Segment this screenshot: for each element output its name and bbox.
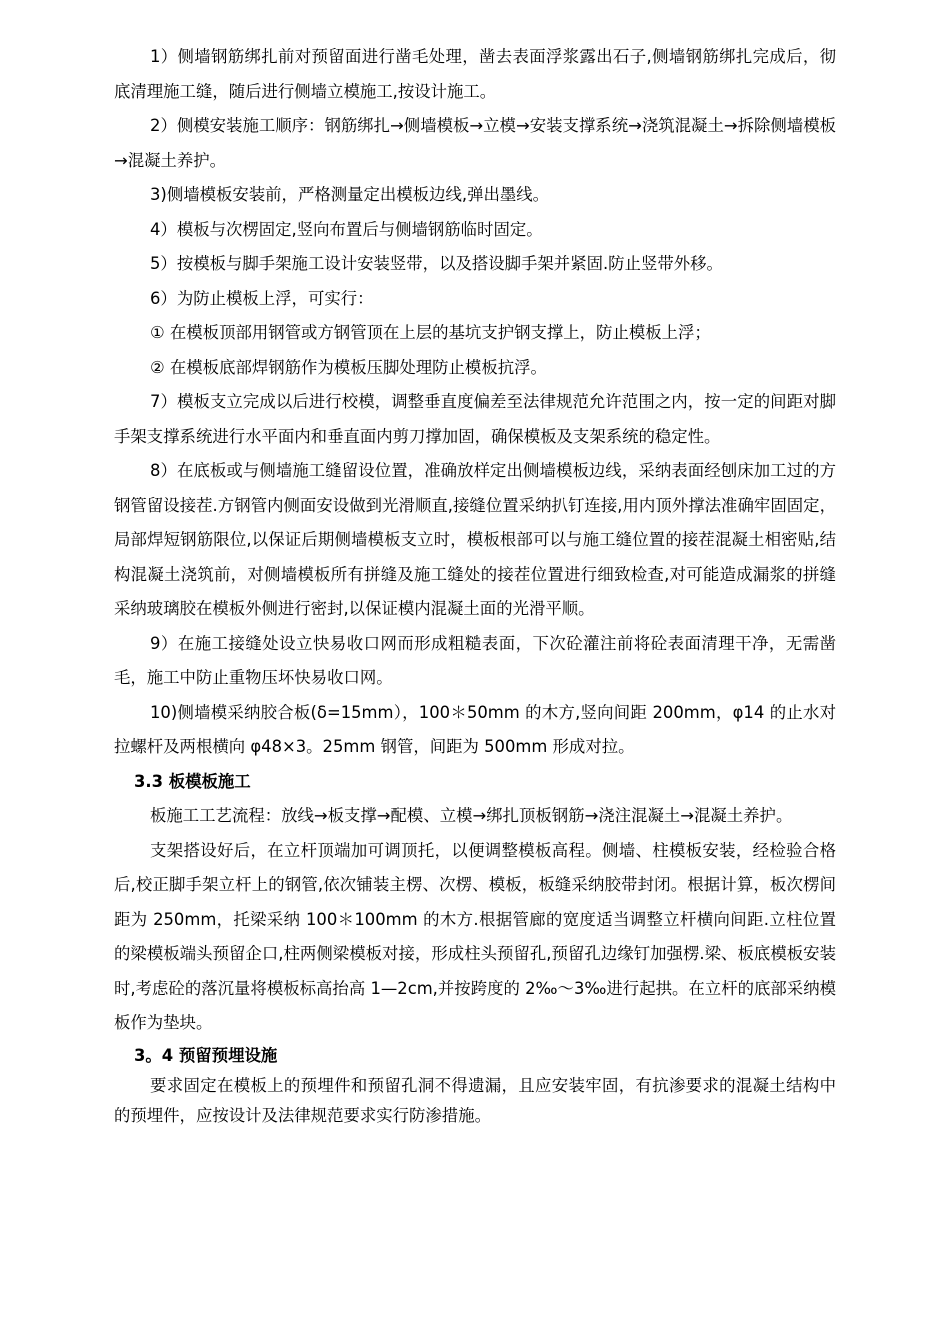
paragraph-5: 5）按模板与脚手架施工设计安装竖带，以及搭设脚手架并紧固.防止竖带外移。 xyxy=(150,254,723,273)
paragraph-6-item-1: ① 在模板顶部用钢管或方钢管顶在上层的基坑支护钢支撑上，防止模板上浮； xyxy=(150,323,711,342)
paragraph-8: 8）在底板或与侧墙施工缝留设位置，准确放样定出侧墙模板边线，采纳表面经刨床加工过的方钢管留设接茬.方钢管内侧面安设做到光滑顺直,接缝位置采纳扒钉连接,用内顶外撑法准确牢固固定，局部焊短钢筋限位,以保证后期侧墙模板支立时，模板根部可以与施工缝位置的接茬混凝土相密贴,结构混凝土浇筑前，对侧墙模板所有拼缝及施工缝处的接茬位置进行细致检查,对可能造成漏浆的拼缝采纳玻璃胶在模板外侧进行密封,以保证模内混凝土面的光滑平顺。 xyxy=(114,461,836,618)
section-3-4-paragraph-1: 要求固定在模板上的预埋件和预留孔洞不得遗漏，且应安装牢固，有抗渗要求的混凝土结构中的预埋件，应按设计及法律规范要求实行防渗措施。 xyxy=(114,1075,836,1125)
paragraph-4: 4）模板与次楞固定,竖向布置后与侧墙钢筋临时固定。 xyxy=(150,219,543,239)
paragraph-6-item-2: ② 在模板底部焊钢筋作为模板压脚处理防止模板抗浮。 xyxy=(150,357,547,377)
paragraph-3: 3)侧墙模板安装前，严格测量定出模板边线,弹出墨线。 xyxy=(150,185,550,204)
document-body xyxy=(114,40,836,1131)
paragraph-7: 7）模板支立完成以后进行校模，调整垂直度偏差至法律规范允许范围之内，按一定的间距对脚手架支撑系统进行水平面内和垂直面内剪刀撑加固，确保模板及支架系统的稳定性。 xyxy=(114,392,836,446)
section-heading-3-3: 3.3 板模板施工 xyxy=(134,771,251,791)
section-3-3-paragraph-1: 板施工工艺流程：放线→板支撑→配模、立模→绑扎顶板钢筋→浇注混凝土→混凝土养护。 xyxy=(150,806,793,825)
section-3-3-paragraph-2: 支架搭设好后，在立杆顶端加可调顶托，以便调整模板高程。侧墙、柱模板安装，经检验合格后,校正脚手架立杆上的钢管,依次铺装主楞、次楞、模板，板缝采纳胶带封闭。根据计算，板次楞间距为 250mm，托梁采纳 100＊100mm 的木方.根据管廊的宽度适当调整立杆横向间距.立柱位置的梁模板端头预留企口,柱两侧梁模板对接，形成柱头预留孔,预留孔边缘钉加强楞.梁、板底模板安装时,考虑砼的落沉量将模板标高抬高 1—2cm,并按跨度的 2‰～3‰进行起拱。在立杆的底部采纳模板作为垫块。 xyxy=(114,840,836,1032)
paragraph-2: 2）侧模安装施工顺序：钢筋绑扎→侧墙模板→立模→安装支撑系统→浇筑混凝土→拆除侧墙模板→混凝土养护。 xyxy=(114,116,836,170)
paragraph-6: 6）为防止模板上浮，可实行： xyxy=(150,288,374,308)
paragraph-10: 10)侧墙模采纳胶合板(δ=15mm），100＊50mm 的木方,竖向间距 200mm，φ14 的止水对拉螺杆及两根横向 φ48×3。25mm 钢管，间距为 500mm 形成对拉。 xyxy=(114,702,836,756)
section-heading-3-4: 3。4 预留预埋设施 xyxy=(134,1045,278,1065)
paragraph-9: 9）在施工接缝处设立快易收口网而形成粗糙表面，下次砼灌注前将砼表面清理干净，无需凿毛，施工中防止重物压坏快易收口网。 xyxy=(114,633,836,687)
paragraph-1: 1）侧墙钢筋绑扎前对预留面进行凿毛处理，凿去表面浮浆露出石子,侧墙钢筋绑扎完成后，彻底清理施工缝，随后进行侧墙立模施工,按设计施工。 xyxy=(114,47,836,101)
